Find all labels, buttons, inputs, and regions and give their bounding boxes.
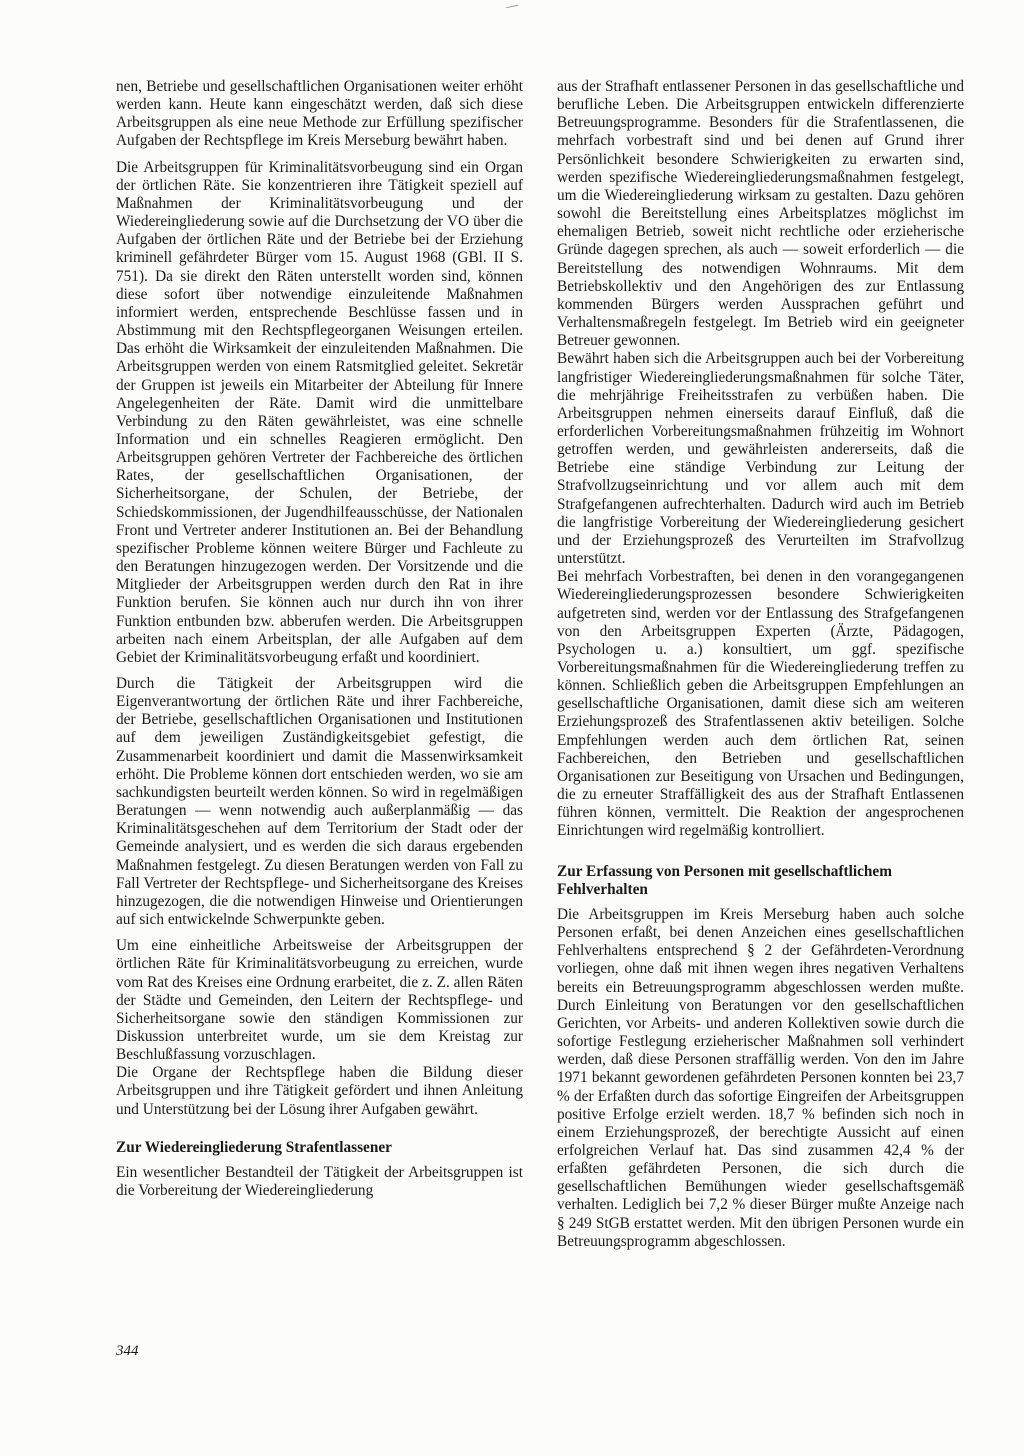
paragraph: Bei mehrfach Vorbestraften, bei denen in den vorangegangenen Wiedereingliederungsprozessen besondere Schwierigkeiten aufgetreten sind, werden vor der Entlassung des Strafgefangenen von den Arbeitsgruppen Experten (Ärzte, Pädagogen, Psychologen u. a.) konsultiert, um ggf. spezifische Vorbereitungsmaßnahmen für die Wiedereingliederung treffen zu können. Schließlich geben die Arbeitsgruppen Empfehlungen an gesellschaftliche Organisationen, damit diese sich am weiteren Erziehungsprozeß des Strafentlassenen aktiv beteiligen. Solche Empfehlungen werden auch dem örtlichen Rat, seinen Fachbereichen, den Betrieben und gesellschaftlichen Organisationen zur Beseitigung von Ursachen und Bedingungen, die zu erneuter Straffälligkeit des aus der Strafhaft Entlassenen führen können, vermittelt. Die Reaktion der angesprochenen Einrichtungen wird regelmäßig kontrolliert. xyxy=(557,568,964,840)
scan-mark xyxy=(506,5,518,8)
section-heading: Zur Erfassung von Personen mit gesellschaftlichem Fehlverhalten xyxy=(557,862,892,898)
paragraph: Die Organe der Rechtspflege haben die Bildung dieser Arbeitsgruppen und ihre Tätigkeit gefördert und ihnen Anleitung und Unterstützung bei der Lösung ihrer Aufgaben gewährt. xyxy=(116,1064,523,1118)
paragraph: Bewährt haben sich die Arbeitsgruppen auch bei der Vorbereitung langfristiger Wiedereingliederungsmaßnahmen für solche Täter, die mehrjährige Freiheitsstrafen zu verbüßen haben. Die Arbeitsgruppen nehmen einerseits darauf Einfluß, daß die erforderlichen Vorbereitungsmaßnahmen frühzeitig im Wohnort getroffen werden, und gewährleisten andererseits, daß die Betriebe eine ständige Verbindung zur Leitung der Strafvollzugseinrichtung und vor allem auch mit dem Strafgefangenen aufrechterhalten. Dadurch wird auch im Betrieb die langfristige Vorbereitung der Wiedereingliederung gesichert und der Erziehungsprozeß des Verurteilten im Strafvollzug unterstützt. xyxy=(557,350,964,568)
paragraph: Die Arbeitsgruppen im Kreis Merseburg haben auch solche Personen erfaßt, bei denen Anzeichen eines gesellschaftlichen Fehlverhaltens entsprechend § 2 der Gefährdeten-Verordnung vorliegen, ohne daß mit ihnen wegen ihres negativen Verhaltens bereits ein Betreuungsprogramm abgeschlossen werden mußte. Durch Einleitung von Beratungen vor den gesellschaftlichen Gerichten, vor Arbeits- und anderen Kollektiven sowie durch die sofortige Festlegung erzieherischer Maßnahmen soll verhindert werden, daß diese Personen straffällig werden. Von den im Jahre 1971 bekannt gewordenen gefährdeten Personen konnten bei 23,7 % der Erfaßten durch das sofortige Eingreifen der Arbeitsgruppen positive Erfolge erzielt werden. 18,7 % befinden sich noch in einem Erziehungsprozeß, der berechtigte Aussicht auf einen erfolgreichen Verlauf hat. Das sind zusammen 42,4 % der erfaßten gefährdeten Personen, die sich durch die gesellschaftlichen Bemühungen wieder gesellschaftsgemäß verhalten. Lediglich bei 7,2 % dieser Bürger mußte Anzeige nach § 249 StGB erstattet werden. Mit den übrigen Personen wurde ein Betreuungsprogramm abgeschlossen. xyxy=(557,905,964,1250)
paragraph: Die Arbeitsgruppen für Kriminalitätsvorbeugung sind ein Organ der örtlichen Räte. Sie konzentrieren ihre Tätigkeit speziell auf Maßnahmen der Kriminalitätsvorbeugung und der Wiedereingliederung sowie auf die Durchsetzung der VO über die Aufgaben der örtlichen Räte und der Betriebe bei der Erziehung kriminell gefährdeter Bürger vom 15. August 1968 (GBl. II S. 751). Da sie direkt den Räten unterstellt worden sind, können diese sofort über notwendige einzuleitende Maßnahmen informiert werden, entsprechende Beschlüsse fassen und in Abstimmung mit den Rechtspflegeorganen Weisungen erteilen. Das erhöht die Wirksamkeit der einzuleitenden Maßnahmen. Die Arbeitsgruppen werden von einem Ratsmitglied geleitet. Sekretär der Gruppen ist jeweils ein Mitarbeiter der Abteilung für Innere Angelegenheiten der Räte. Damit wird die unmittelbare Verbindung zu den Räten gewährleistet, was eine schnelle Information und ein schnelles Reagieren ermöglicht. Den Arbeitsgruppen gehören Vertreter der Fachbereiche des örtlichen Rates, der gesellschaftlichen Organisationen, der Sicherheitsorgane, der Schulen, der Betriebe, der Schiedskommissionen, der Jugendhilfeausschüsse, der Nationalen Front und Vertreter anderer Institutionen an. Bei der Behandlung spezifischer Probleme können weitere Bürger und Fachleute zu den Beratungen hinzugezogen werden. Der Vorsitzende und die Mitglieder der Arbeitsgruppen werden durch den Rat in ihre Funktion berufen. Sie können auch nur durch ihn von ihrer Funktion entbunden bzw. abberufen werden. Die Arbeitsgruppen arbeiten nach einem Arbeitsplan, der alle Aufgaben auf dem Gebiet der Kriminalitätsvorbeugung erfaßt und koordiniert. xyxy=(116,158,523,666)
left-column xyxy=(116,78,523,1208)
right-column xyxy=(557,78,964,1259)
paragraph: Durch die Tätigkeit der Arbeitsgruppen wird die Eigenverantwortung der örtlichen Räte und ihrer Fachbereiche, der Betriebe, gesellschaftlichen Organisationen und Institutionen auf dem jeweiligen Zuständigkeitsgebiet gefestigt, die Zusammenarbeit koordiniert und damit die Massenwirksamkeit erhöht. Die Probleme können dort entschieden werden, wo sie am sachkundigsten beurteilt werden können. So wird in regelmäßigen Beratungen — wenn notwendig auch außerplanmäßig — das Kriminalitätsgeschehen auf dem Territorium der Stadt oder der Gemeinde analysiert, und es werden die sich daraus ergebenden Maßnahmen festgelegt. Zu diesen Beratungen werden von Fall zu Fall Vertreter der Rechtspflege- und Sicherheitsorgane des Kreises hinzugezogen, die die notwendigen Hinweise und Orientierungen auf sich entwickelnde Schwerpunkte geben. xyxy=(116,675,523,929)
paragraph: aus der Strafhaft entlassener Personen in das gesellschaftliche und berufliche Leben. Die Arbeitsgruppen entwickeln differenzierte Betreuungsprogramme. Besonders für die Strafentlassenen, die mehrfach vorbestraft sind und bei denen auf Grund ihrer Persönlichkeit besondere Schwierigkeiten zu erwarten sind, werden spezifische Wiedereingliederungsmaßnahmen festgelegt, um die Wiedereingliederung wirksam zu gestalten. Dazu gehören sowohl die Bereitstellung eines Arbeitsplatzes möglichst im ehemaligen Betrieb, soweit nicht rechtliche oder erzieherische Gründe dagegen sprechen, als auch — soweit erforderlich — die Bereitstellung des notwendigen Wohnraums. Mit dem Betriebskollektiv und den Angehörigen des zur Entlassung kommenden Bürgers werden Aussprachen geführt und Verhaltensmaßregeln festgelegt. Im Betrieb wird ein geeigneter Betreuer gewonnen. xyxy=(557,78,964,350)
paragraph: nen, Betriebe und gesellschaftlichen Organisationen weiter erhöht werden kann. Heute kann eingeschätzt werden, daß sich diese Arbeitsgruppen als eine neue Methode zur Erfüllung spezifischer Aufgaben der Rechtspflege im Kreis Merseburg bewährt haben. xyxy=(116,78,523,150)
paragraph: Ein wesentlicher Bestandteil der Tätigkeit der Arbeitsgruppen ist die Vorbereitung der Wiedereingliederung xyxy=(116,1163,523,1200)
page-number: 344 xyxy=(116,1343,139,1359)
section-heading: Zur Wiedereingliederung Strafentlassener xyxy=(116,1138,392,1156)
paragraph: Um eine einheitliche Arbeitsweise der Arbeitsgruppen der örtlichen Räte für Kriminalitätsvorbeugung zu erreichen, wurde vom Rat des Kreises eine Ordnung erarbeitet, die z. Z. allen Räten der Städte und Gemeinden, den Leitern der Rechtspflege- und Sicherheitsorgane sowie den ständigen Kommissionen zur Diskussion unterbreitet wurde, um sie dem Kreistag zur Beschlußfassung vorzuschlagen. xyxy=(116,937,523,1064)
